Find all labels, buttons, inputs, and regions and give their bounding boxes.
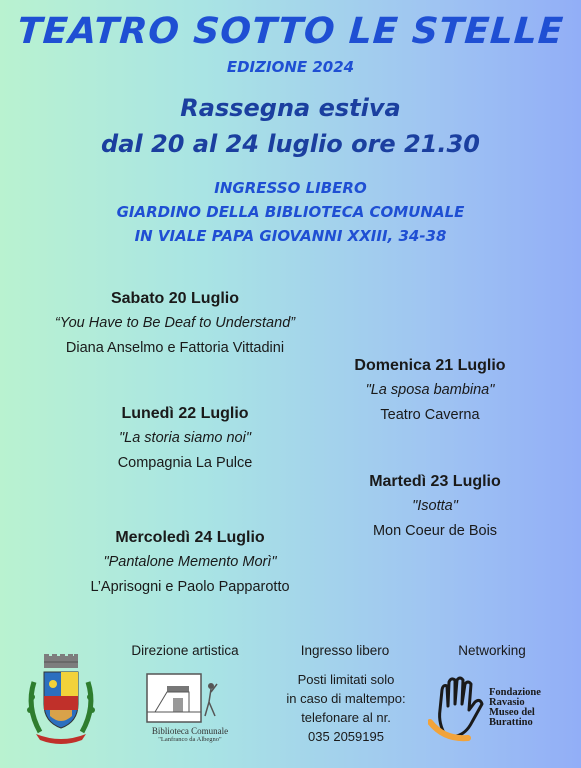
event-company: Compagnia La Pulce [117, 455, 253, 471]
event-date: Lunedì 22 Luglio [121, 405, 249, 422]
info-address: IN VIALE PAPA GIOVANNI XXIII, 34-38 [134, 227, 447, 245]
fondazione-line-4: Burattino [489, 717, 533, 728]
fondazione-line-2: Ravasio [489, 697, 525, 708]
page-title: TEATRO SOTTO LE STELLE [15, 11, 566, 52]
event-domenica [320, 354, 540, 428]
entry-label: Ingresso libero [300, 643, 390, 658]
event-show: "Pantalone Memento Morì" [103, 554, 277, 570]
event-date: Mercoledì 24 Luglio [115, 529, 265, 546]
event-show: "La storia siamo noi" [119, 430, 251, 446]
limited-seats-note [266, 670, 426, 746]
event-show: "Isotta" [412, 498, 458, 514]
direction-label: Direzione artistica [131, 643, 239, 658]
event-date: Martedì 23 Luglio [369, 473, 501, 490]
fondazione-line-3: Museo del [489, 707, 535, 718]
event-company: Teatro Caverna [380, 407, 480, 423]
event-mercoledi [55, 526, 325, 600]
event-date: Sabato 20 Luglio [110, 290, 239, 307]
event-company: L’Aprisogni e Paolo Papparotto [90, 579, 290, 595]
fondazione-logo-text [489, 688, 541, 728]
subtitle-season: Rassegna estiva [180, 94, 401, 122]
info-venue: GIARDINO DELLA BIBLIOTECA COMUNALE [116, 203, 465, 221]
fondazione-line-1: Fondazione [489, 687, 541, 698]
info-free-entry: INGRESSO LIBERO [214, 179, 367, 197]
subtitle-dates: dal 20 al 24 luglio ore 21.30 [101, 130, 480, 158]
edition-label: EDIZIONE 2024 [226, 58, 355, 76]
posti-line-3: telefonare al nr. [301, 710, 391, 725]
event-show: “You Have to Be Deaf to Understand” [54, 315, 296, 331]
library-caption [135, 726, 245, 743]
library-dedication: "Lanfranco da Albegno" [158, 736, 222, 743]
event-date: Domenica 21 Luglio [354, 357, 506, 374]
library-building-logo-icon [145, 672, 225, 726]
phone-number: 035 2059195 [308, 729, 384, 744]
networking-label: Networking [458, 643, 526, 658]
event-martedi [325, 470, 545, 544]
event-lunedi [75, 402, 295, 476]
posti-line-1: Posti limitati solo [297, 672, 395, 687]
event-company: Diana Anselmo e Fattoria Vittadini [65, 340, 285, 356]
town-coat-of-arms-icon [20, 652, 102, 748]
event-show: "La sposa bambina" [365, 382, 495, 398]
event-company: Mon Coeur de Bois [372, 523, 498, 539]
library-name: Biblioteca Comunale [151, 726, 229, 736]
puppet-hand-logo-icon [428, 676, 490, 742]
posti-line-2: in caso di maltempo: [286, 691, 406, 706]
event-sabato [15, 287, 335, 361]
